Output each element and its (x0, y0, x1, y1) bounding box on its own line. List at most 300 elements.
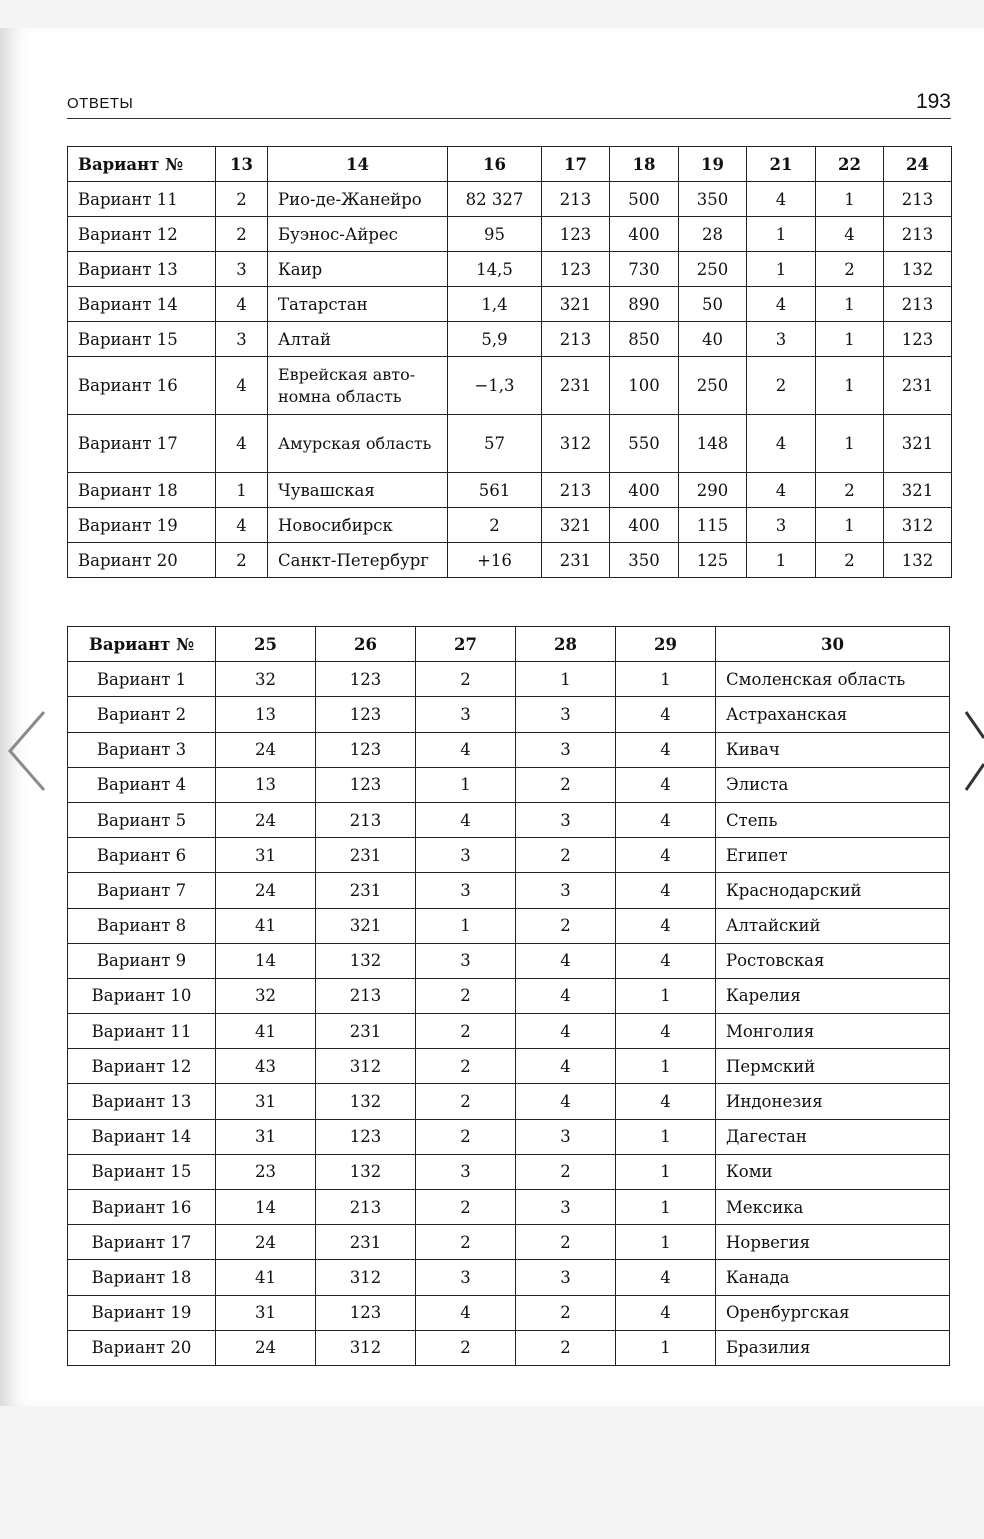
answer-cell: 500 (610, 182, 679, 217)
answer-cell: 561 (448, 473, 542, 508)
answer-cell: Астраханская (716, 697, 950, 732)
answer-cell: 4 (616, 873, 716, 908)
variant-label-cell: Вариант 18 (68, 1260, 216, 1295)
answer-cell: 4 (616, 943, 716, 978)
answer-cell: 1 (747, 543, 816, 578)
answer-cell: 115 (679, 508, 747, 543)
answer-cell: 3 (416, 1154, 516, 1189)
answer-cell: 213 (884, 287, 952, 322)
column-header: 24 (884, 147, 952, 182)
column-header: 26 (316, 627, 416, 662)
chevron-right-icon (958, 706, 984, 796)
answer-cell: 2 (416, 1225, 516, 1260)
answer-cell: 4 (216, 357, 268, 415)
page-header-title: ОТВЕТЫ (67, 95, 134, 112)
table-row (68, 1119, 950, 1154)
answer-cell: 4 (616, 697, 716, 732)
answer-cell: 3 (516, 873, 616, 908)
variant-label-cell: Вариант 4 (68, 767, 216, 802)
answer-cell: 250 (679, 252, 747, 287)
answer-cell: Канада (716, 1260, 950, 1295)
answer-cell: 123 (542, 217, 610, 252)
column-header: 30 (716, 627, 950, 662)
answer-cell: 32 (216, 662, 316, 697)
table-row (68, 252, 952, 287)
answer-cell: Алтайский (716, 908, 950, 943)
answer-cell: 31 (216, 838, 316, 873)
answer-cell: 50 (679, 287, 747, 322)
answer-cell: 213 (316, 802, 416, 837)
answer-cell: Оренбургская (716, 1295, 950, 1330)
answer-cell: 1 (516, 662, 616, 697)
answer-cell: 213 (542, 322, 610, 357)
answer-cell: 3 (416, 697, 516, 732)
answer-cell: 14 (216, 943, 316, 978)
answer-cell: Индонезия (716, 1084, 950, 1119)
answer-cell: 40 (679, 322, 747, 357)
variant-label-cell: Вариант 11 (68, 182, 216, 217)
answer-cell: 400 (610, 473, 679, 508)
answer-cell: 123 (316, 1295, 416, 1330)
page-header (67, 88, 951, 119)
viewer-bottom-area (0, 1406, 984, 1539)
table-header-row (68, 627, 950, 662)
answer-cell: +16 (448, 543, 542, 578)
answer-cell: 4 (416, 1295, 516, 1330)
table-row (68, 1225, 950, 1260)
answer-cell: 4 (616, 908, 716, 943)
answer-cell: 1 (416, 908, 516, 943)
answer-cell: Коми (716, 1154, 950, 1189)
answer-cell: 123 (316, 697, 416, 732)
answer-cell: 2 (216, 217, 268, 252)
answer-cell: 28 (679, 217, 747, 252)
table-row (68, 473, 952, 508)
table-row (68, 732, 950, 767)
table-row (68, 978, 950, 1013)
answer-cell: 2 (516, 908, 616, 943)
answer-cell: 4 (747, 182, 816, 217)
variant-label-cell: Вариант 17 (68, 415, 216, 473)
answer-cell: 2 (516, 1295, 616, 1330)
answer-cell: 2 (516, 1330, 616, 1365)
answer-cell: 231 (316, 1014, 416, 1049)
answer-cell: 1 (816, 415, 884, 473)
answer-cell: 4 (616, 767, 716, 802)
answer-cell: 1 (616, 1330, 716, 1365)
answer-cell: 2 (416, 662, 516, 697)
answer-cell: 1 (616, 1190, 716, 1225)
variant-label-cell: Вариант 14 (68, 287, 216, 322)
answer-cell: 5,9 (448, 322, 542, 357)
answer-cell: 2 (216, 182, 268, 217)
answer-cell: 4 (216, 287, 268, 322)
answer-cell: 3 (516, 1119, 616, 1154)
answer-cell: 1 (416, 767, 516, 802)
column-header: 25 (216, 627, 316, 662)
answer-cell: 132 (316, 1084, 416, 1119)
answer-cell: 312 (884, 508, 952, 543)
answer-cell: 3 (516, 697, 616, 732)
answer-cell: 14 (216, 1190, 316, 1225)
table-row (68, 217, 952, 252)
answer-cell: 4 (616, 732, 716, 767)
table-row (68, 415, 952, 473)
answer-cell: 3 (516, 802, 616, 837)
column-header: 16 (448, 147, 542, 182)
answer-cell: 123 (316, 732, 416, 767)
answer-cell: 213 (316, 1190, 416, 1225)
table-row (68, 322, 952, 357)
answer-cell: 350 (679, 182, 747, 217)
answer-cell: Рио-де-Жанейро (268, 182, 448, 217)
table-row (68, 357, 952, 415)
answer-cell: 3 (416, 873, 516, 908)
variant-label-cell: Вариант 14 (68, 1119, 216, 1154)
column-header: Вариант № (68, 147, 216, 182)
answer-cell: 4 (416, 802, 516, 837)
answer-cell: 1 (816, 182, 884, 217)
column-header: 28 (516, 627, 616, 662)
column-header: 29 (616, 627, 716, 662)
answer-cell: 3 (416, 838, 516, 873)
answer-cell: 321 (542, 287, 610, 322)
answer-cell: 132 (316, 943, 416, 978)
answer-cell: 550 (610, 415, 679, 473)
answer-cell: 2 (416, 1330, 516, 1365)
variant-label-cell: Вариант 18 (68, 473, 216, 508)
answer-cell: 4 (516, 1049, 616, 1084)
answer-cell: 43 (216, 1049, 316, 1084)
answer-cell: 213 (542, 182, 610, 217)
prev-page-button[interactable] (6, 706, 46, 796)
answer-cell: 1 (816, 357, 884, 415)
answer-cell: 1 (216, 473, 268, 508)
answer-cell: 2 (516, 1225, 616, 1260)
answer-cell: 24 (216, 1225, 316, 1260)
table-row (68, 838, 950, 873)
variant-label-cell: Вариант 6 (68, 838, 216, 873)
answer-cell: 213 (884, 182, 952, 217)
variant-label-cell: Вариант 3 (68, 732, 216, 767)
answer-cell: Элиста (716, 767, 950, 802)
answer-cell: Ростовская (716, 943, 950, 978)
table-row (68, 1049, 950, 1084)
variant-label-cell: Вариант 20 (68, 543, 216, 578)
answer-cell: 13 (216, 767, 316, 802)
answer-cell: 4 (816, 217, 884, 252)
answer-cell: 2 (416, 1190, 516, 1225)
answer-cell: 4 (616, 1084, 716, 1119)
answer-cell: 14,5 (448, 252, 542, 287)
answer-cell: Дагестан (716, 1119, 950, 1154)
answer-cell: 95 (448, 217, 542, 252)
variant-label-cell: Вариант 5 (68, 802, 216, 837)
answer-cell: 41 (216, 1014, 316, 1049)
answer-cell: 123 (542, 252, 610, 287)
answer-cell: 1 (616, 978, 716, 1013)
answer-cell: 24 (216, 873, 316, 908)
variant-label-cell: Вариант 20 (68, 1330, 216, 1365)
answer-cell: 57 (448, 415, 542, 473)
next-page-button[interactable] (958, 706, 984, 796)
answer-cell: 82 327 (448, 182, 542, 217)
answer-cell: 41 (216, 1260, 316, 1295)
answer-cell: Монголия (716, 1014, 950, 1049)
answer-cell: 3 (216, 252, 268, 287)
answer-cell: 4 (416, 732, 516, 767)
answer-cell: 4 (616, 802, 716, 837)
answer-cell: 312 (316, 1260, 416, 1295)
answer-cell: 3 (747, 508, 816, 543)
answer-cell: 312 (316, 1049, 416, 1084)
variant-label-cell: Вариант 1 (68, 662, 216, 697)
answer-cell: 890 (610, 287, 679, 322)
variant-label-cell: Вариант 19 (68, 1295, 216, 1330)
answer-cell: Кивач (716, 732, 950, 767)
answer-cell: 123 (884, 322, 952, 357)
answer-cell: 231 (316, 873, 416, 908)
answer-cell: 1 (616, 662, 716, 697)
answer-cell: 132 (884, 252, 952, 287)
answer-cell: Пермский (716, 1049, 950, 1084)
variant-label-cell: Вариант 19 (68, 508, 216, 543)
table-row (68, 1014, 950, 1049)
answer-cell: Степь (716, 802, 950, 837)
answer-cell: 2 (448, 508, 542, 543)
column-header: 21 (747, 147, 816, 182)
answer-cell: 1 (747, 217, 816, 252)
table-row (68, 1084, 950, 1119)
answer-cell: 4 (747, 415, 816, 473)
table-row (68, 182, 952, 217)
answer-cell: Египет (716, 838, 950, 873)
answer-cell: 31 (216, 1119, 316, 1154)
answer-cell: 13 (216, 697, 316, 732)
variant-label-cell: Вариант 10 (68, 978, 216, 1013)
answer-cell: 3 (516, 1260, 616, 1295)
answer-cell: 4 (516, 1014, 616, 1049)
column-header: Вариант № (68, 627, 216, 662)
table-row (68, 1190, 950, 1225)
column-header: 22 (816, 147, 884, 182)
table-row (68, 767, 950, 802)
variant-label-cell: Вариант 12 (68, 217, 216, 252)
answer-cell: 132 (316, 1154, 416, 1189)
variant-label-cell: Вариант 15 (68, 322, 216, 357)
answer-cell: Смоленская область (716, 662, 950, 697)
answer-cell: 213 (316, 978, 416, 1013)
answer-cell: Алтай (268, 322, 448, 357)
answer-cell: 2 (416, 978, 516, 1013)
answer-cell: Карелия (716, 978, 950, 1013)
variant-label-cell: Вариант 16 (68, 357, 216, 415)
answer-cell: 2 (216, 543, 268, 578)
variant-label-cell: Вариант 15 (68, 1154, 216, 1189)
answer-cell: Чувашская (268, 473, 448, 508)
answer-cell: 350 (610, 543, 679, 578)
answer-cell: Норвегия (716, 1225, 950, 1260)
answer-cell: 24 (216, 802, 316, 837)
answer-cell: Амурская область (268, 415, 448, 473)
column-header: 13 (216, 147, 268, 182)
answer-cell: 4 (516, 978, 616, 1013)
answer-cell: 1 (816, 508, 884, 543)
answer-cell: 231 (316, 838, 416, 873)
answer-cell: 730 (610, 252, 679, 287)
answer-cell: 4 (516, 943, 616, 978)
answer-cell: 231 (542, 357, 610, 415)
column-header: 18 (610, 147, 679, 182)
answer-cell: 400 (610, 508, 679, 543)
answer-cell: 2 (747, 357, 816, 415)
table-row (68, 287, 952, 322)
answer-cell: 1 (747, 252, 816, 287)
answer-cell: 125 (679, 543, 747, 578)
table-row (68, 1154, 950, 1189)
answer-cell: 1 (816, 287, 884, 322)
variant-label-cell: Вариант 8 (68, 908, 216, 943)
page-number: 193 (915, 90, 951, 113)
answer-cell: 1 (616, 1119, 716, 1154)
answer-cell: 231 (316, 1225, 416, 1260)
answer-cell: 31 (216, 1295, 316, 1330)
answer-cell: 231 (542, 543, 610, 578)
answer-cell: 4 (216, 415, 268, 473)
answer-cell: 3 (416, 1260, 516, 1295)
answer-cell: 3 (216, 322, 268, 357)
answer-cell: 213 (542, 473, 610, 508)
answer-cell: 321 (316, 908, 416, 943)
answer-cell: 1 (816, 322, 884, 357)
table-row (68, 908, 950, 943)
answer-cell: 2 (416, 1119, 516, 1154)
answer-cell: 321 (884, 415, 952, 473)
answer-cell: 312 (316, 1330, 416, 1365)
answer-cell: 312 (542, 415, 610, 473)
answer-cell: 31 (216, 1084, 316, 1119)
answer-cell: 24 (216, 1330, 316, 1365)
column-header: 17 (542, 147, 610, 182)
variant-label-cell: Вариант 12 (68, 1049, 216, 1084)
answer-cell: Еврейская авто-номна область (268, 357, 448, 415)
answer-cell: Краснодарский (716, 873, 950, 908)
answer-cell: Татарстан (268, 287, 448, 322)
variant-label-cell: Вариант 16 (68, 1190, 216, 1225)
answer-cell: 100 (610, 357, 679, 415)
table-row (68, 802, 950, 837)
answer-cell: 3 (516, 1190, 616, 1225)
answer-cell: 1 (616, 1154, 716, 1189)
answer-cell: 3 (516, 732, 616, 767)
answer-cell: 321 (542, 508, 610, 543)
answer-cell: 4 (516, 1084, 616, 1119)
answer-cell: Каир (268, 252, 448, 287)
table-row (68, 1260, 950, 1295)
answer-cell: 2 (816, 543, 884, 578)
answer-cell: 24 (216, 732, 316, 767)
table-row (68, 662, 950, 697)
table-row (68, 943, 950, 978)
answer-cell: 2 (416, 1084, 516, 1119)
answers-table-variants-11-20 (67, 146, 952, 578)
variant-label-cell: Вариант 7 (68, 873, 216, 908)
answer-cell: 4 (616, 1014, 716, 1049)
column-header: 27 (416, 627, 516, 662)
answer-cell: 2 (516, 838, 616, 873)
answer-cell: 3 (747, 322, 816, 357)
answer-cell: 123 (316, 767, 416, 802)
table-row (68, 1295, 950, 1330)
variant-label-cell: Вариант 13 (68, 1084, 216, 1119)
column-header: 14 (268, 147, 448, 182)
answer-cell: 148 (679, 415, 747, 473)
table-row (68, 543, 952, 578)
answer-cell: Мексика (716, 1190, 950, 1225)
answer-cell: 4 (616, 838, 716, 873)
variant-label-cell: Вариант 11 (68, 1014, 216, 1049)
answer-cell: 2 (416, 1049, 516, 1084)
variant-label-cell: Вариант 2 (68, 697, 216, 732)
answer-cell: Буэнос-Айрес (268, 217, 448, 252)
answer-cell: 213 (884, 217, 952, 252)
table-row (68, 697, 950, 732)
answer-cell: Бразилия (716, 1330, 950, 1365)
table-row (68, 508, 952, 543)
answer-cell: 4 (747, 473, 816, 508)
answer-cell: 290 (679, 473, 747, 508)
answer-cell: 123 (316, 1119, 416, 1154)
answer-cell: 4 (616, 1295, 716, 1330)
answer-cell: 400 (610, 217, 679, 252)
answer-cell: Санкт-Петербург (268, 543, 448, 578)
answer-cell: 2 (416, 1014, 516, 1049)
answer-cell: 4 (747, 287, 816, 322)
answer-cell: 2 (516, 767, 616, 802)
variant-label-cell: Вариант 13 (68, 252, 216, 287)
variant-label-cell: Вариант 17 (68, 1225, 216, 1260)
answer-cell: 132 (884, 543, 952, 578)
answer-cell: Новосибирск (268, 508, 448, 543)
answer-cell: 321 (884, 473, 952, 508)
table-row (68, 1330, 950, 1365)
answer-cell: 4 (216, 508, 268, 543)
answer-cell: 3 (416, 943, 516, 978)
viewer-top-strip (0, 0, 984, 28)
answer-cell: 32 (216, 978, 316, 1013)
answer-cell: 4 (616, 1260, 716, 1295)
answer-cell: 1,4 (448, 287, 542, 322)
answer-cell: −1,3 (448, 357, 542, 415)
answer-cell: 123 (316, 662, 416, 697)
answer-cell: 2 (816, 252, 884, 287)
answer-cell: 250 (679, 357, 747, 415)
answers-table-variants-1-20 (67, 626, 950, 1366)
answer-cell: 850 (610, 322, 679, 357)
answer-cell: 2 (816, 473, 884, 508)
column-header: 19 (679, 147, 747, 182)
table-row (68, 873, 950, 908)
answer-cell: 41 (216, 908, 316, 943)
variant-label-cell: Вариант 9 (68, 943, 216, 978)
answer-cell: 23 (216, 1154, 316, 1189)
answer-cell: 2 (516, 1154, 616, 1189)
answer-cell: 1 (616, 1225, 716, 1260)
chevron-left-icon (6, 706, 46, 796)
answer-cell: 231 (884, 357, 952, 415)
table-header-row (68, 147, 952, 182)
answer-cell: 1 (616, 1049, 716, 1084)
